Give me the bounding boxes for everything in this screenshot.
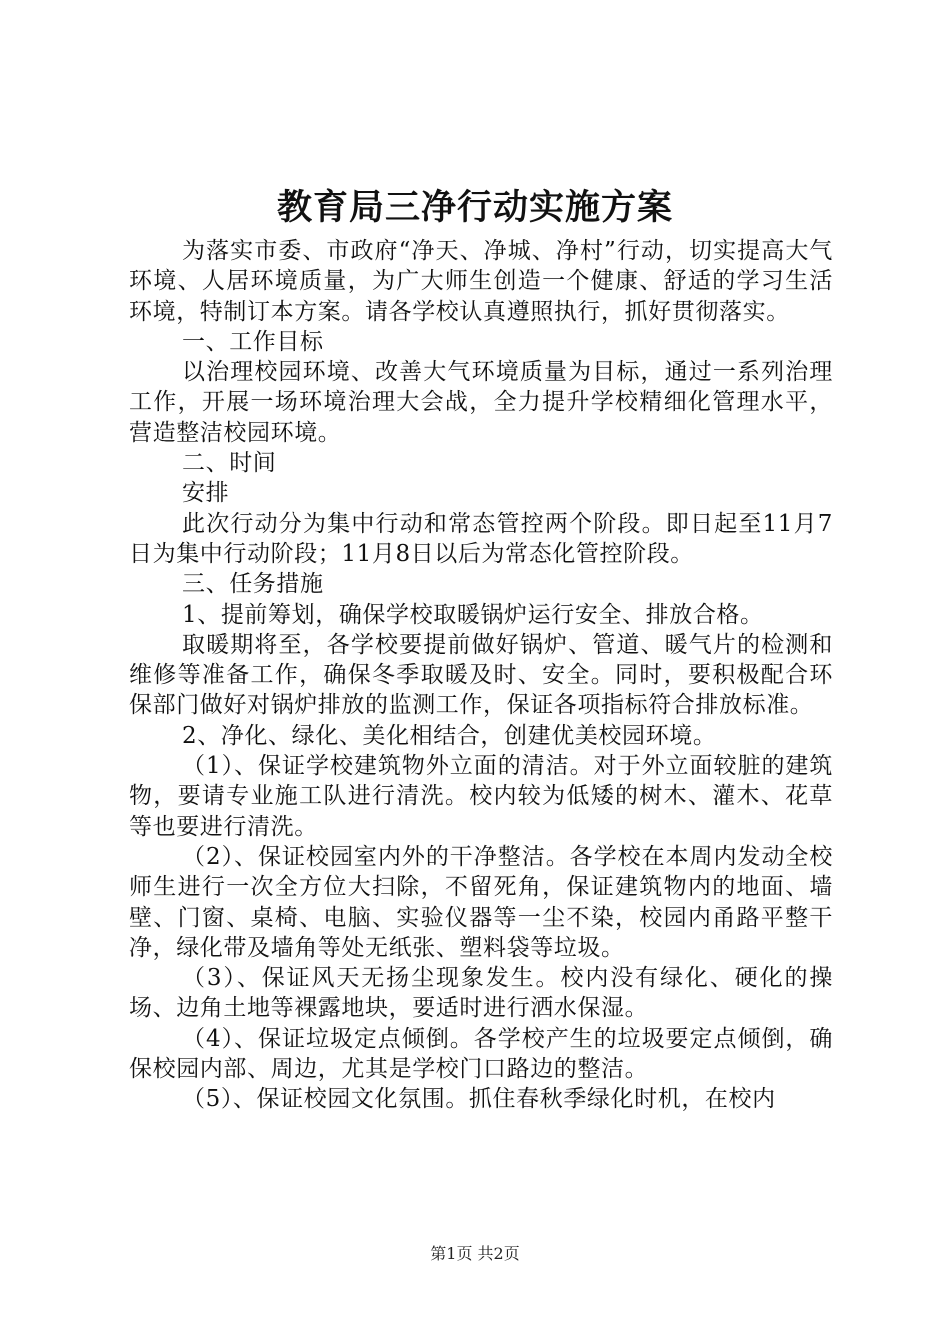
measure-2-item-4: （4）、保证垃圾定点倾倒。各学校产生的垃圾要定点倾倒，确保校园内部、周边，尤其是学校门口路边的整洁。 bbox=[129, 1025, 833, 1083]
paragraph-work-goal: 以治理校园环境、改善大气环境质量为目标，通过一系列治理工作，开展一场环境治理大会战，全力提升学校精细化管理水平，营造整洁校园环境。 bbox=[129, 359, 833, 446]
paragraph-schedule: 此次行动分为集中行动和常态管控两个阶段。即日起至11月7日为集中行动阶段；11月8日以后为常态化管控阶段。 bbox=[129, 510, 833, 567]
document-title: 教育局三净行动实施方案 bbox=[276, 187, 673, 228]
measure-1-heading: 1、提前筹划，确保学校取暖锅炉运行安全、排放合格。 bbox=[182, 601, 764, 628]
measure-2-item-5: （5）、保证校园文化氛围。抓住春秋季绿化时机，在校内 bbox=[182, 1086, 776, 1113]
document-body bbox=[129, 236, 833, 1115]
measure-2-item-3: （3）、保证风天无扬尘现象发生。校内没有绿化、硬化的操场、边角土地等裸露地块，要适时进行洒水保湿。 bbox=[129, 965, 833, 1022]
measure-1-body: 取暖期将至，各学校要提前做好锅炉、管道、暖气片的检测和维修等准备工作，确保冬季取暖及时、安全。同时，要积极配合环保部门做好对锅炉排放的监测工作，保证各项指标符合排放标准。 bbox=[129, 631, 833, 719]
measure-2-item-2: （2）、保证校园室内外的干净整洁。各学校在本周内发动全校师生进行一次全方位大扫除，不留死角，保证建筑物内的地面、墙壁、门窗、桌椅、电脑、实验仪器等一尘不染，校园内甬路平整干净，绿化带及墙角等处无纸张、塑料袋等垃圾。 bbox=[129, 843, 833, 961]
heading-measures: 三、任务措施 bbox=[182, 571, 324, 598]
page-footer: 第1页 共2页 bbox=[430, 1244, 520, 1263]
heading-time: 二、时间 bbox=[182, 450, 277, 477]
paragraph-intro: 为落实市委、市政府“净天、净城、净村”行动，切实提高大气环境、人居环境质量，为广大师生创造一个健康、舒适的学习生活环境，特制订本方案。请各学校认真遵照执行，抓好贯彻落实。 bbox=[129, 238, 833, 325]
measure-2-heading: 2、净化、绿化、美化相结合，创建优美校园环境。 bbox=[182, 722, 717, 749]
heading-work-goal: 一、工作目标 bbox=[182, 328, 324, 355]
heading-arrangement: 安排 bbox=[182, 480, 230, 507]
measure-2-item-1: （1）、保证学校建筑物外立面的清洁。对于外立面较脏的建筑物，要请专业施工队进行清洗。校内较为低矮的树木、灌木、花草等也要进行清洗。 bbox=[129, 753, 833, 840]
